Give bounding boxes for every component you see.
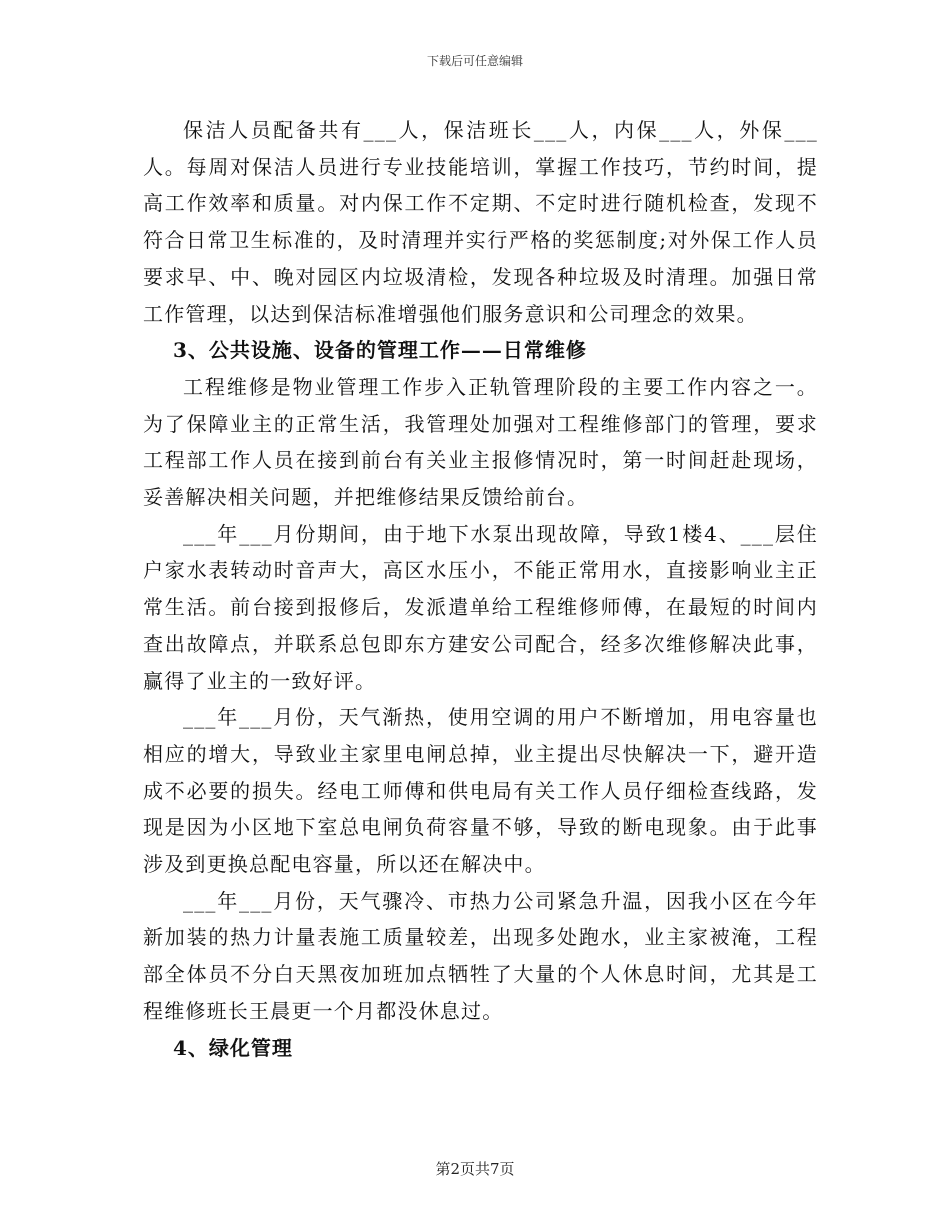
document-body	[143, 112, 818, 1066]
paragraph-cleaning-staff: 保洁人员配备共有___人，保洁班长___人，内保___人，外保___人。每周对保洁人员进行专业技能培训，掌握工作技巧，节约时间，提高工作效率和质量。对内保工作不定期、不定时进行随机检查，发现不符合日常卫生标准的，及时清理并实行严格的奖惩制度;对外保工作人员要求早、中、晚对园区内垃圾清检，发现各种垃圾及时清理。加强日常工作管理，以达到保洁标准增强他们服务意识和公司理念的效果。	[143, 118, 818, 326]
paragraph-power-outage: ___年___月份，天气渐热，使用空调的用户不断增加，用电容量也相应的增大，导致业主家里电闸总掉，业主提出尽快解决一下，避开造成不必要的损失。经电工师傅和供电局有关工作人员仔细检查线路，发现是因为小区地下室总电闸负荷容量不够，导致的断电现象。由于此事涉及到更换总配电容量，所以还在解决中。	[143, 705, 818, 877]
section-heading-maintenance: 3、公共设施、设备的管理工作——日常维修	[173, 338, 587, 363]
section-heading-greening: 4、绿化管理	[173, 1035, 293, 1060]
page-header: 下载后可任意编辑	[426, 54, 523, 68]
page-number: 第2页共7页	[435, 1160, 515, 1178]
paragraph-water-pump-fault: ___年___月份期间，由于地下水泵出现故障，导致1楼4、___层住户家水表转动时音声大，高区水压小，不能正常用水，直接影响业主正常生活。前台接到报修后，发派遣单给工程维修师傅，在最短的时间内查出故障点，并联系总包即东方建安公司配合，经多次维修解决此事，赢得了业主的一致好评。	[143, 521, 818, 693]
paragraph-heating-leak: ___年___月份，天气骤冷、市热力公司紧急升温，因我小区在今年新加装的热力计量表施工质量较差，出现多处跑水，业主家被淹，工程部全体员不分白天黑夜加班加点牺牲了大量的个人休息时间，尤其是工程维修班长王晨更一个月都没休息过。	[143, 888, 818, 1023]
paragraph-engineering-maintenance: 工程维修是物业管理工作步入正轨管理阶段的主要工作内容之一。为了保障业主的正常生活，我管理处加强对工程维修部门的管理，要求工程部工作人员在接到前台有关业主报修情况时，第一时间赶赴现场，妥善解决相关问题，并把维修结果反馈给前台。	[143, 374, 818, 510]
